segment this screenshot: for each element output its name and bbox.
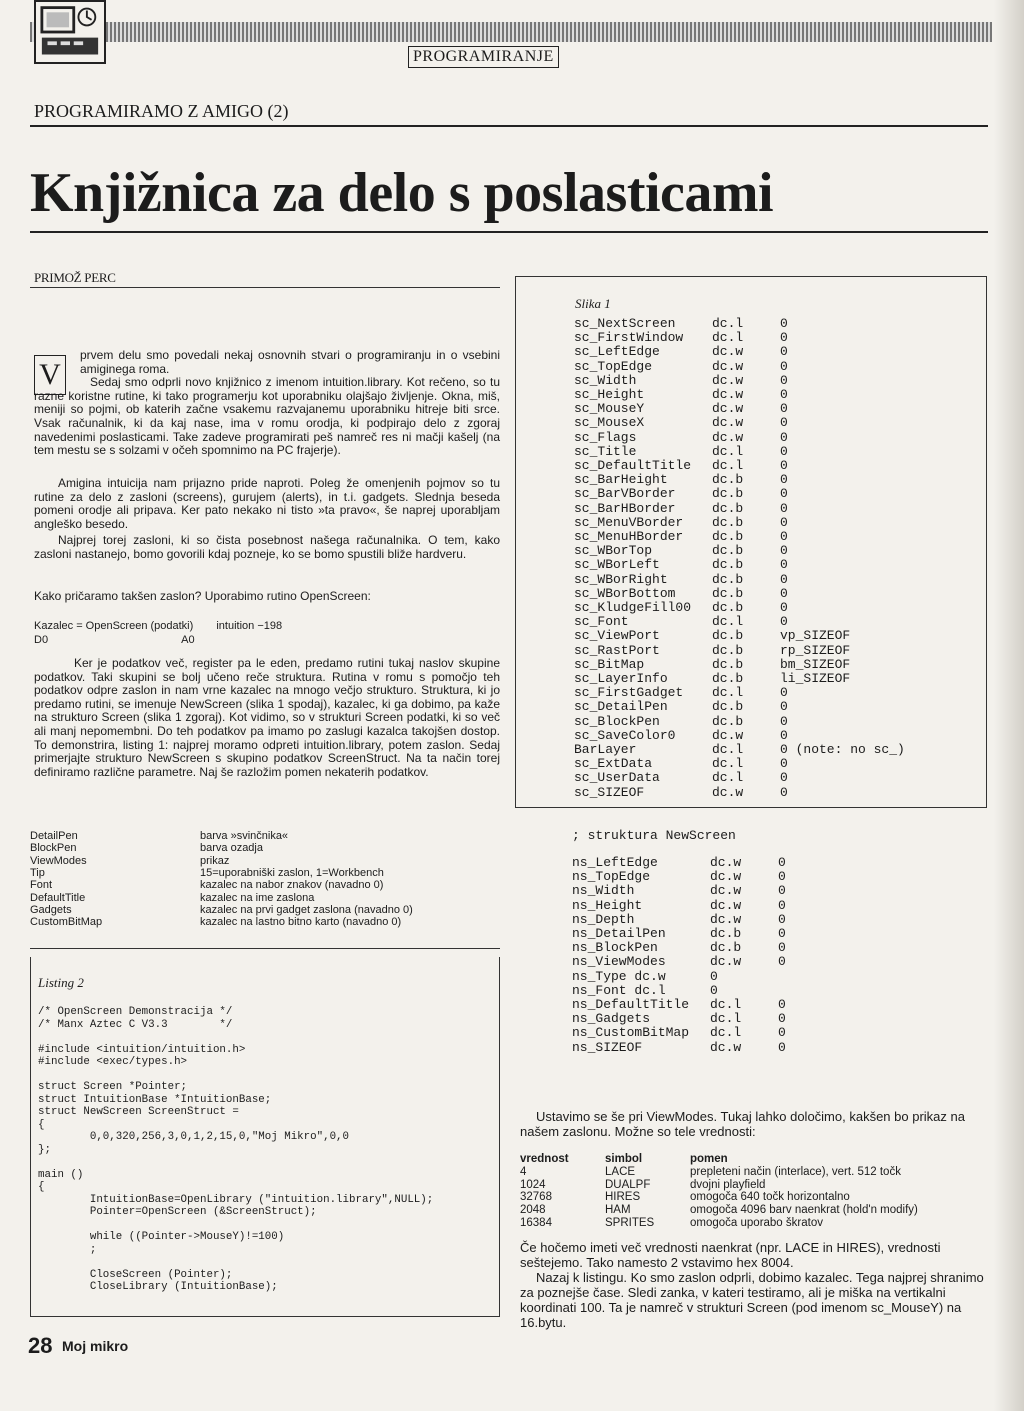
table-cell: 0 <box>780 770 788 786</box>
table-cell: 0 <box>780 316 788 331</box>
definition-desc: kazalec na nabor znakov (navadno 0) <box>200 879 384 892</box>
table-cell: sc_WBorTop <box>574 543 653 559</box>
intro-second-text: Sedaj smo odprli novo knjižnico z imenom intuition.library. Kot rečeno, so tu razne koristne rutine, ki tako programerju kot uporabniku olajšajo življenje. Okna, miš, meniji so pojmi, ob katerih začne vsakemu razvajanemu uporabniku hitreje biti srce. Vsak računalnik, ki da kaj nase, ima v romu orodja, ki podpirajo delo z zgoraj navedenimi poslasticami. Take zadeve programirati peš namreč res ni mačji kašelj (na tem mestu se s solzami v očeh spomnimo na PC frajerje). <box>34 375 500 458</box>
table-cell: sc_RastPort <box>574 642 660 658</box>
divider <box>30 948 500 949</box>
table-cell: sc_MouseY <box>574 401 645 417</box>
divider <box>30 287 500 288</box>
table-cell: omogoča 640 točk horizontalno <box>690 1191 850 1204</box>
table-cell: 0 <box>780 727 788 743</box>
table-cell: dc.w <box>712 727 744 743</box>
table-cell: dc.w <box>710 855 742 870</box>
table-cell: 0 <box>780 472 788 488</box>
table-cell: 0 <box>780 486 788 502</box>
author-byline: PRIMOŽ PERC <box>34 270 116 285</box>
table-cell: sc_Title <box>574 443 637 459</box>
table-cell: sc_BarHeight <box>574 472 668 488</box>
table-cell: dc.l <box>712 685 744 701</box>
table-cell: dc.w <box>712 372 744 388</box>
table-cell: 32768 <box>520 1191 552 1204</box>
definition-name: Tip <box>30 866 45 879</box>
table-cell: sc_BarVBorder <box>574 486 676 502</box>
table-cell: sc_LayerInfo <box>574 671 668 686</box>
paragraph <box>34 534 500 561</box>
table-cell: omogoča uporabo škratov <box>690 1216 823 1229</box>
code-line: { <box>38 1181 45 1193</box>
table-cell: 2048 <box>520 1204 546 1217</box>
paragraph: Kako pričaramo takšen zaslon? Uporabimo rutino OpenScreen: <box>34 589 371 603</box>
table-cell: ns_Gadgets <box>572 1011 651 1027</box>
definition-desc: kazalec na prvi gadget zaslona (navadno 0) <box>200 903 413 916</box>
table-cell: dc.b <box>712 671 744 686</box>
table-cell: dc.b <box>712 656 744 672</box>
code-line: #include <exec/types.h> <box>38 1056 188 1068</box>
table-cell: dc.l <box>712 756 744 772</box>
table-cell: 0 <box>710 968 718 984</box>
code-line: CloseLibrary (IntuitionBase); <box>38 1281 278 1293</box>
table-cell: sc_LeftEdge <box>574 344 660 360</box>
table-cell: 0 <box>780 443 788 459</box>
table-cell: dc.b <box>712 571 744 587</box>
table-cell: dc.b <box>712 557 744 573</box>
table-cell: 0 <box>778 855 786 870</box>
table-cell: dc.l <box>712 742 744 757</box>
computer-logo-icon <box>34 0 106 64</box>
table-cell: ns_SIZEOF <box>572 1039 643 1055</box>
table-cell: sc_WBorRight <box>574 571 668 587</box>
table-cell: SPRITES <box>605 1216 655 1229</box>
magazine-name: Moj mikro <box>62 1338 129 1354</box>
table-cell: 0 <box>778 1039 786 1055</box>
table-cell: 0 <box>780 614 788 630</box>
table-cell: 0 <box>780 557 788 573</box>
table-cell: 0 <box>780 529 788 544</box>
table-cell: 0 <box>780 387 788 402</box>
code-line: /* Manx Aztec C V3.3 */ <box>38 1018 233 1031</box>
table-cell: dc.w <box>712 784 744 800</box>
column-header: simbol <box>605 1153 643 1165</box>
definition-desc: kazalec na lastno bitno karto (navadno 0) <box>200 916 402 929</box>
table-cell: sc_DetailPen <box>574 699 668 715</box>
table-cell: dc.w <box>710 869 742 885</box>
article-title: Knjižnica za delo s poslasticami <box>30 162 774 224</box>
code-line: { <box>38 1118 45 1131</box>
table-cell: dc.w <box>712 401 744 417</box>
table-cell: 0 <box>780 571 788 587</box>
table-cell: 0 <box>778 1011 786 1027</box>
table-cell: dvojni playfield <box>690 1178 766 1191</box>
table-cell: dc.b <box>712 628 744 644</box>
table-cell: dc.w <box>710 897 742 913</box>
table-cell: dc.w <box>710 911 742 927</box>
table-cell: dc.l <box>712 614 744 630</box>
definition-desc: kazalec na ime zaslona <box>200 891 315 904</box>
definition-desc: barva ozadja <box>200 842 263 855</box>
definition-desc: barva »svinčnika« <box>200 830 289 842</box>
table-cell: DUALPF <box>605 1178 651 1191</box>
table-cell: 0 <box>778 926 786 941</box>
table-cell: dc.b <box>712 699 744 715</box>
viewmodes-intro <box>520 1109 988 1139</box>
table-cell: ns_LeftEdge <box>572 855 658 870</box>
table-cell: 0 <box>780 344 788 360</box>
table-cell: dc.w <box>712 358 744 374</box>
table-cell: dc.w <box>712 415 744 431</box>
table-cell: 0 <box>778 997 786 1012</box>
table-cell: sc_MenuHBorder <box>574 529 684 544</box>
table-cell: HAM <box>605 1204 631 1217</box>
table-cell: dc.b <box>712 642 744 658</box>
table-cell: dc.b <box>712 514 744 530</box>
table-cell: dc.l <box>712 770 744 786</box>
definition-name: Gadgets <box>30 903 72 916</box>
header-band <box>30 22 992 42</box>
paragraph-text: Ker je podatkov več, register pa le eden, predamo rutini tukaj naslov skupine podatkov. Taki skupini se bolj učeno reče struktura. Rutina v romu s pomočjo teh podatkov odpre zaslon in nam vrne kazalec na mnogo večjo strukturo. Struktura, ki jo predamo rutini, se imenuje NewScreen (slika 1 spodaj), kazalec, ki ga dobimo, pa kaže na strukturo Screen (slika 1 zgoraj). Kot vidimo, so v strukturi Screen podatki, ki so več ali manj nepomembni. Do teh podatkov pa imamo po zaslugi kazalca takojšen dostop. To demonstrira, listing 1: najprej moramo odpreti intuition.library, potem zaslon. Sedaj primerjajte strukturo NewScreen s skupino podatkov ScreenStruct. Na ta način torej definiramo različne parametre. Naj še razložim pomen nekaterih podatkov. <box>34 656 500 779</box>
formula <box>34 620 282 632</box>
table-cell: dc.l <box>710 997 742 1012</box>
table-cell: sc_DefaultTitle <box>574 458 692 473</box>
table-cell: 0 <box>780 784 788 800</box>
table-cell: ns_BlockPen <box>572 940 658 956</box>
table-cell: 4 <box>520 1166 527 1178</box>
table-cell: dc.l <box>710 1025 742 1041</box>
table-cell: ns_DefaultTitle <box>572 997 690 1012</box>
definition-name: Font <box>30 879 53 892</box>
definition-desc: prikaz <box>200 854 230 867</box>
table-cell: sc_WBorBottom <box>574 585 676 601</box>
table-cell: sc_WBorLeft <box>574 557 660 573</box>
table-cell: dc.b <box>712 529 744 544</box>
table-cell: dc.l <box>710 1011 742 1027</box>
code-line: while ((Pointer->MouseY)!=100) <box>38 1231 285 1243</box>
table-cell: sc_KludgeFill00 <box>574 600 692 615</box>
paragraph-text: Nazaj k listingu. Ko smo zaslon odprli, dobimo kazalec. Tega najprej shranimo za poznejše čase. Sledi zanka, v kateri testiramo, ali je miška na vertikalni koordinati 100. Ta je namreč v strukturi Screen (pod imenom sc_MouseY) na 16.bytu. <box>520 1270 984 1330</box>
table-cell: vp_SIZEOF <box>780 628 851 644</box>
code-line: CloseScreen (Pointer); <box>38 1268 233 1281</box>
table-cell: 0 <box>780 358 788 374</box>
table-cell: sc_UserData <box>574 770 660 786</box>
table-cell: ns_CustomBitMap <box>572 1025 690 1041</box>
table-cell: dc.b <box>712 486 744 502</box>
table-cell: 0 <box>780 600 788 615</box>
code-line: IntuitionBase=OpenLibrary ("intuition.library",NULL); <box>38 1193 434 1206</box>
table-cell: BarLayer <box>574 742 637 757</box>
table-cell: ns_ViewModes <box>572 954 666 970</box>
table-cell: sc_SaveColor0 <box>574 727 676 743</box>
table-cell: 0 <box>780 699 788 715</box>
table-cell: dc.b <box>712 585 744 601</box>
listing-title: Listing 2 <box>38 975 84 990</box>
table-cell: 0 <box>780 401 788 417</box>
table-cell: bm_SIZEOF <box>780 656 851 672</box>
table-cell: 0 (note: no sc_) <box>780 742 905 757</box>
code-line: }; <box>38 1143 51 1156</box>
definition-name: DefaultTitle <box>30 891 86 904</box>
paragraph <box>34 657 500 779</box>
table-cell: 0 <box>778 911 786 927</box>
table-cell: sc_TopEdge <box>574 358 653 374</box>
table-cell: sc_BlockPen <box>574 713 660 729</box>
table-cell: 0 <box>778 940 786 956</box>
table-cell: dc.b <box>712 543 744 559</box>
paragraph <box>520 1270 988 1330</box>
divider <box>30 125 988 127</box>
table-cell: 0 <box>780 330 788 346</box>
table-cell: dc.w <box>712 387 744 402</box>
table-cell: dc.b <box>712 472 744 488</box>
table-cell: sc_Width <box>574 372 637 388</box>
table-cell: dc.l <box>712 330 744 346</box>
table-cell: 0 <box>780 458 788 473</box>
section-tag: PROGRAMIRANJE <box>408 46 559 68</box>
table-cell: ns_Depth <box>572 911 635 927</box>
table-cell: 0 <box>778 897 786 913</box>
register-d0: D0 <box>34 634 49 646</box>
table-cell: ns_Font dc.l <box>572 982 666 998</box>
table-cell: dc.l <box>712 443 744 459</box>
formula-right: intuition −198 <box>216 620 283 632</box>
paragraph: Če hočemo imeti več vrednosti naenkrat (npr. LACE in HIRES), vrednosti seštejemo. Tako namesto 2 vstavimo hex 8004. <box>520 1240 941 1270</box>
table-cell: sc_Font <box>574 614 629 630</box>
table-cell: 0 <box>780 685 788 701</box>
table-cell: ns_DetailPen <box>572 926 666 941</box>
table-cell: ns_TopEdge <box>572 869 651 885</box>
code-line: main () <box>38 1168 84 1181</box>
table-cell: 0 <box>780 429 788 445</box>
table-cell: dc.b <box>712 600 744 615</box>
table-cell: 0 <box>780 372 788 388</box>
divider <box>30 231 988 233</box>
table-cell: prepleteni način (interlace), vert. 512 točk <box>690 1166 901 1178</box>
table-cell: 0 <box>780 585 788 601</box>
table-cell: 0 <box>780 500 788 516</box>
table-cell: LACE <box>605 1166 636 1178</box>
table-cell: dc.w <box>712 429 744 445</box>
table-cell: omogoča 4096 barv naenkrat (hold'n modify) <box>690 1204 918 1217</box>
intro-second <box>34 376 500 458</box>
paragraph <box>34 477 500 531</box>
newscreen-heading: ; struktura NewScreen <box>572 828 736 843</box>
table-cell: dc.w <box>710 883 742 899</box>
table-cell: sc_Height <box>574 387 645 402</box>
code-line: struct IntuitionBase *IntuitionBase; <box>38 1093 272 1106</box>
table-cell: 0 <box>778 954 786 970</box>
table-cell: HIRES <box>605 1191 641 1204</box>
definition-name: DetailPen <box>30 830 78 842</box>
page-number: 28 <box>28 1333 53 1358</box>
column-header: pomen <box>690 1153 728 1165</box>
definition-name: ViewModes <box>30 854 87 867</box>
formula-registers <box>34 634 195 646</box>
table-cell: dc.w <box>710 1039 742 1055</box>
dropcap: V <box>34 355 66 395</box>
paragraph-text: Amigina intuicija nam prijazno pride naproti. Poleg že omenjenih pojmov so tu rutine za delo z zasloni (screens), gurujem (alerts), in t.i. gadgets. Slednja beseda pomeni orodje ali pripava. Ker pato nekako ni tisto »ta pravo«, še naprej uporabljam angleško besedo. <box>34 476 500 531</box>
table-cell: 0 <box>710 982 718 998</box>
series-title: PROGRAMIRAMO Z AMIGO (2) <box>34 101 289 121</box>
code-line: struct NewScreen ScreenStruct = <box>38 1106 239 1118</box>
figure-title: Slika 1 <box>575 296 611 311</box>
table-cell: rp_SIZEOF <box>780 642 851 658</box>
table-cell: dc.b <box>712 500 744 516</box>
table-cell: sc_MenuVBorder <box>574 514 684 530</box>
table-cell: sc_FirstGadget <box>574 685 684 701</box>
intro-first: prvem delu smo povedali nekaj osnovnih stvari o programiranju in o vsebini amiginega roma. <box>80 348 500 376</box>
paragraph-text: Najprej torej zasloni, ki so čista posebnost našega računalnika. O tem, kako zasloni nastanejo, bomo govorili kdaj pozneje, ko se bomo spustili bliže hardveru. <box>34 533 500 561</box>
table-cell: dc.w <box>710 954 742 970</box>
table-cell: 0 <box>778 1025 786 1041</box>
table-cell: 0 <box>780 415 788 431</box>
table-cell: sc_Flags <box>574 429 637 445</box>
table-cell: 0 <box>780 543 788 559</box>
table-cell: dc.w <box>712 344 744 360</box>
table-cell: 16384 <box>520 1216 552 1229</box>
table-cell: sc_ExtData <box>574 756 653 772</box>
table-cell: dc.b <box>712 713 744 729</box>
definition-name: BlockPen <box>30 842 77 855</box>
formula-left: Kazalec = OpenScreen (podatki) <box>34 620 194 632</box>
table-cell: 0 <box>780 756 788 772</box>
table-cell: dc.l <box>712 316 744 331</box>
table-cell: 1024 <box>520 1178 546 1191</box>
table-cell: sc_NextScreen <box>574 316 676 331</box>
page-edge-shadow <box>994 0 1024 1411</box>
table-cell: ns_Height <box>572 897 643 913</box>
table-cell: dc.b <box>710 926 742 941</box>
code-line: 0,0,320,256,3,0,1,2,15,0,"Moj Mikro",0,0 <box>38 1131 350 1143</box>
definition-name: CustomBitMap <box>30 916 103 929</box>
table-cell: sc_BitMap <box>574 656 645 672</box>
definition-desc: 15=uporabniški zaslon, 1=Workbench <box>200 866 384 879</box>
table-cell: 0 <box>778 883 786 899</box>
code-line: #include <intuition/intuition.h> <box>38 1043 246 1056</box>
table-cell: sc_FirstWindow <box>574 330 684 346</box>
table-cell: sc_ViewPort <box>574 628 660 644</box>
table-cell: li_SIZEOF <box>780 671 851 686</box>
table-cell: sc_SIZEOF <box>574 784 645 800</box>
table-cell: ns_Type dc.w <box>572 968 666 984</box>
code-line: Pointer=OpenScreen (&ScreenStruct); <box>38 1206 317 1218</box>
register-a0: A0 <box>181 634 195 646</box>
table-cell: 0 <box>780 713 788 729</box>
table-cell: sc_MouseX <box>574 415 645 431</box>
table-cell: 0 <box>780 514 788 530</box>
code-line: /* OpenScreen Demonstracija */ <box>38 1006 233 1018</box>
table-cell: ns_Width <box>572 883 635 899</box>
column-header: vrednost <box>520 1153 569 1165</box>
table-cell: dc.b <box>710 940 742 956</box>
table-cell: dc.l <box>712 458 744 473</box>
code-line: struct Screen *Pointer; <box>38 1081 188 1093</box>
intro-paragraph <box>34 349 500 458</box>
viewmodes-intro-text: Ustavimo se še pri ViewModes. Tukaj lahko določimo, kakšen bo prikaz na našem zaslonu. Možne so tele vrednosti: <box>520 1109 965 1139</box>
table-cell: sc_BarHBorder <box>574 500 676 516</box>
code-line: ; <box>38 1243 97 1256</box>
table-cell: 0 <box>778 869 786 885</box>
